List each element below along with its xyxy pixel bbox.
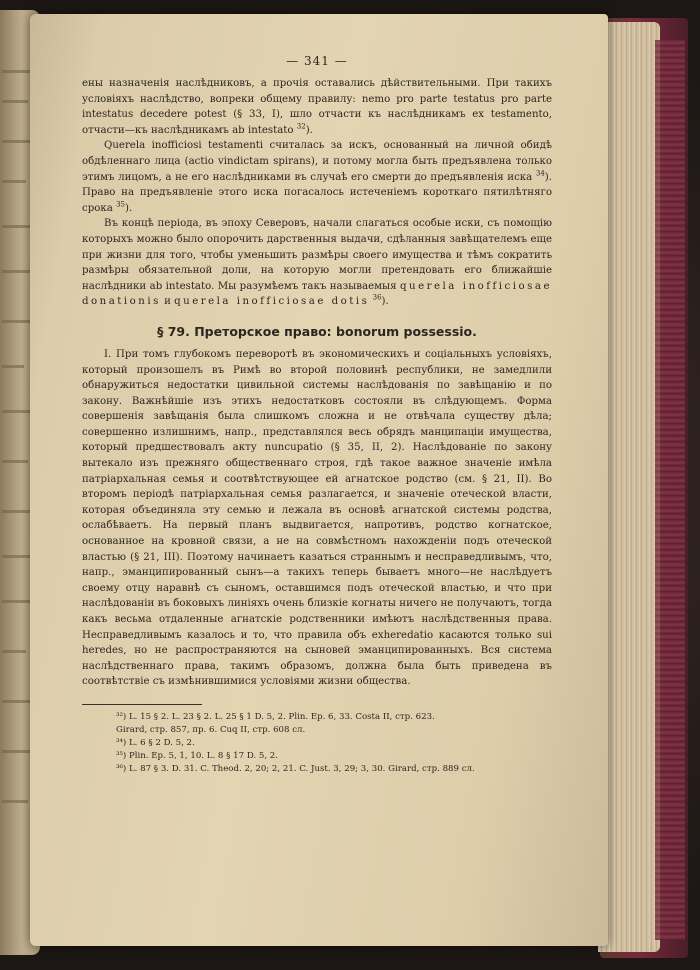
page-content: [82, 54, 552, 776]
paragraph-2: Querela inofficiosi testamenti считалась за искъ, основанный на личной обидѣ обдѣленнаго лица (actio vindictam spirans), и потому могла быть предъявлена только этимъ лицомъ, а не его наслѣдниками въ случаѣ его смерти до предъявленія иска $^{34}$). Право на предъявленіе этого иска погасалось истеченіемъ короткаго пятилѣтняго срока $^{35}$).: [82, 140, 552, 214]
page-number: — 341 —: [286, 54, 348, 68]
book-page: [30, 14, 608, 946]
footnote: ³⁴) L. 6 § 2 D. 5, 2.: [116, 737, 195, 748]
footnote: ³²) L. 15 § 2. L. 23 § 2. L. 25 § 1 D. 5, 2. Plin. Ep. 6, 33. Costa II, стр. 623.: [116, 711, 435, 722]
footnote: ³⁶) L. 87 § 3. D. 31. C. Theod. 2, 20; 2, 21. C. Just. 3, 29; 3, 30. Girard, стр. 889 сл.: [116, 763, 475, 774]
footnote: Girard, стр. 857, пр. 6. Cuq II, стр. 608 сл.: [116, 724, 306, 735]
paragraph-1: ены назначенія наслѣдниковъ, а прочія оставались дѣйствительными. При такихъ условіяхъ наслѣдство, вопреки общему правилу: nemo pro parte testatus pro parte intestatus decedere potest (§ 33, I), шло отчасти къ наслѣдникамъ ex testamento, отчасти—къ наслѣдникамъ ab intestato $^{32}$).: [82, 78, 552, 136]
paragraph-4: I. При томъ глубокомъ переворотѣ въ экономическихъ и соціальныхъ условіяхъ, который произошелъ въ Римѣ во второй половинѣ республики, не замедлили обнаружиться недостатки цивильной системы наслѣдованія по завѣщанію и по закону. Важнѣйшіе изъ этихъ недостатковъ состояли въ слѣдующемъ. Форма совершенія завѣщанія была слишкомъ сложна и не отвѣчала существу дѣла; совершенно излишнимъ, напр., представлялся весь обрядъ манципаціи имущества, который предшествовалъ акту nuncupatio (§ 35, II, 2). Наслѣдованіе по закону вытекало изъ прежняго общественнаго строя, гдѣ такое важное значеніе имѣла патріархальная семья и соотвѣтствующее ей агнатское родство (см. § 21, II). Во второмъ періодѣ патріархальная семья разлагается, и значеніе отеческой власти, которая объединяла эту семью и лежала въ основѣ агнатской системы родства, ослабѣваетъ. На первый планъ выдвигается, напротивъ, родство когнатское, основанное на кровной связи, а не на совмѣстномъ нахожденіи подъ отеческой властью (§ 21, III). Поэтому начинаетъ казаться страннымъ и несправедливымъ, что, напр., эманципированный сынъ—а такихъ теперь бываетъ много—не наслѣдуетъ своему отцу наравнѣ съ сыномъ, оставшимся подъ отеческой властью, и что при наслѣдованіи въ боковыхъ линіяхъ очень близкіе когнаты ничего не получаютъ, тогда какъ весьма отдаленные агнатскіе родственники имѣютъ наслѣдственныя права. Несправедливымъ казалось и то, что правила объ exheredatio касаются только sui heredes, но не распространяются на сыновей эманципированныхъ. Вся система наслѣдственнаго права, такимъ образомъ, должна была быть приведена въ соотвѣтствіе съ измѣнившимися условіями жизни общества.: [82, 348, 552, 688]
paragraph-3: Въ концѣ періода, въ эпоху Северовъ, начали слагаться особые иски, съ помощію которыхъ можно было опорочить дарственныя выдачи, сдѣланныя завѣщателемъ еще при жизни для того, чтобы уменьшить размѣры своего имущества и тѣмъ сократить размѣры обязательной доли, на которую могли претендовать его ближайшіе наслѣдники ab intestato. Мы разумѣемъ такъ называемыя querela inofficiosae donationis и querela inofficiosae dotis $^{36}$).: [82, 218, 552, 308]
section-heading: § 79. Преторское право: bonorum possessio.: [157, 323, 477, 339]
footnote: ³⁵) Plin. Ep. 5, 1, 10. L. 8 § 17 D. 5, 2.: [116, 750, 278, 761]
footnote-rule: [82, 704, 202, 705]
binding-edge: [655, 40, 685, 940]
